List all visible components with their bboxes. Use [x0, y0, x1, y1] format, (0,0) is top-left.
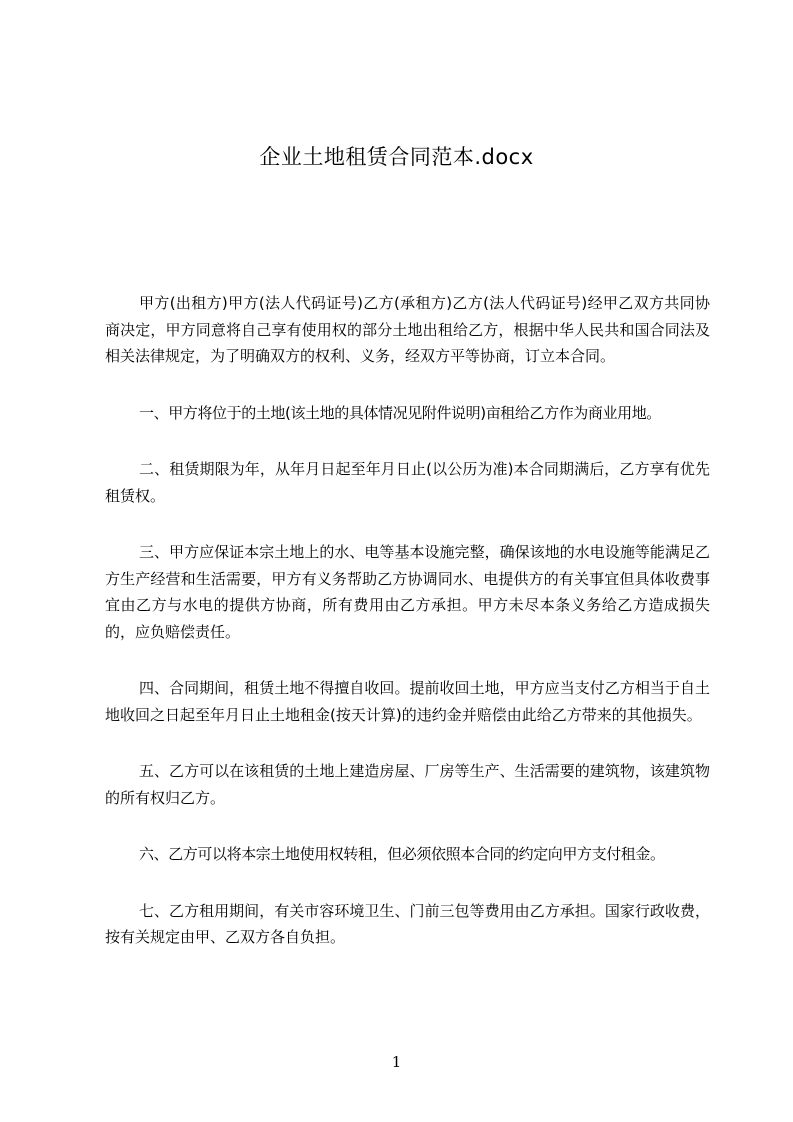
document-title: 企业土地租赁合同范本.docx [259, 145, 534, 169]
clause-3-paragraph: 三、甲方应保证本宗土地上的水、电等基本设施完整，确保该地的水电设施等能满足乙方生产经营和生活需要，甲方有义务帮助乙方协调同水、电提供方的有关事宜但具体收费事宜由乙方与水电的提供方协商，所有费用由乙方承担。甲方未尽本条义务给乙方造成损失的，应负赔偿责任。 [105, 543, 710, 641]
clause-1-paragraph: 一、甲方将位于的土地(该土地的具体情况见附件说明)亩租给乙方作为商业用地。 [139, 403, 661, 422]
clause-4-paragraph: 四、合同期间，租赁土地不得擅自收回。提前收回土地，甲方应当支付乙方相当于自土地收回之日起至年月日止土地租金(按天计算)的违约金并赔偿由此给乙方带来的其他损失。 [105, 679, 710, 724]
clause-2-paragraph: 二、租赁期限为年，从年月日起至年月日止(以公历为准)本合同期满后，乙方享有优先租赁权。 [105, 460, 710, 505]
clause-5-paragraph: 五、乙方可以在该租赁的土地上建造房屋、厂房等生产、生活需要的建筑物，该建筑物的所有权归乙方。 [105, 762, 710, 807]
clause-7-paragraph: 七、乙方租用期间，有关市容环境卫生、门前三包等费用由乙方承担。国家行政收费，按有关规定由甲、乙双方各自负担。 [105, 901, 710, 946]
clause-6-paragraph: 六、乙方可以将本宗土地使用权转租，但必须依照本合同的约定向甲方支付租金。 [139, 845, 665, 863]
preamble-paragraph: 甲方(出租方)甲方(法人代码证号)乙方(承租方)乙方(法人代码证号)经甲乙双方共同协商决定，甲方同意将自己享有使用权的部分土地出租给乙方，根据中华人民共和国合同法及相关法律规定，为了明确双方的权利、义务，经双方平等协商，订立本合同。 [105, 294, 710, 365]
page-number: 1 [391, 1053, 402, 1071]
document-body [105, 290, 710, 981]
